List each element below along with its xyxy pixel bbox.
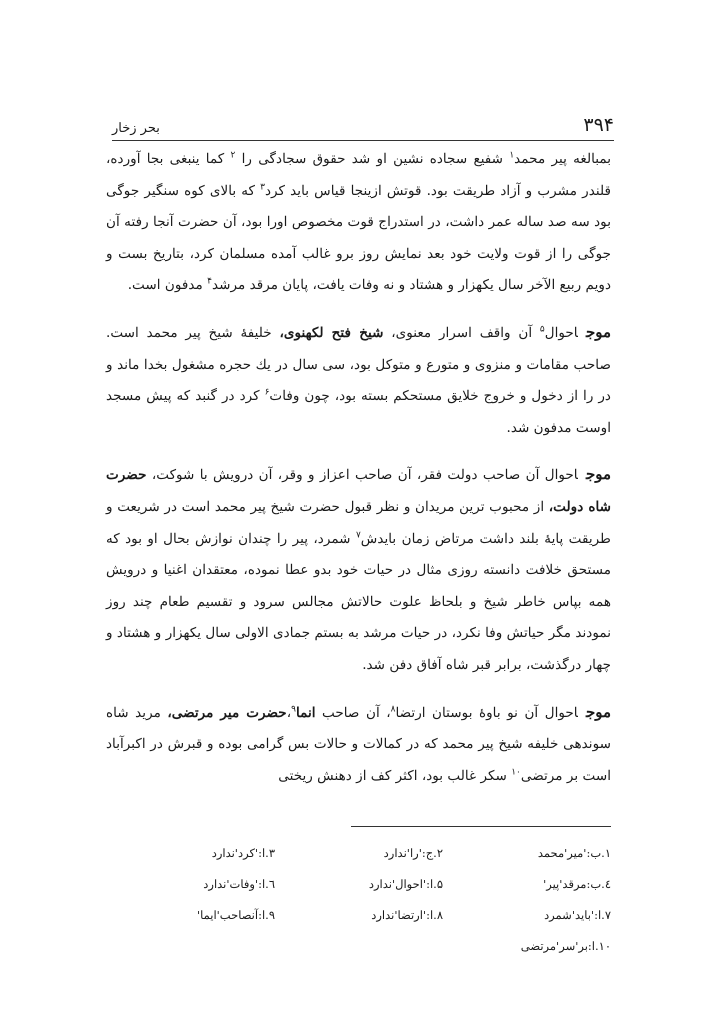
text-run: احوال آن نو باوهٔ بوستان ارتضا: [395, 704, 578, 721]
paragraph: [106, 459, 611, 681]
person-name: شیخ فتح لکهنوی،: [279, 324, 384, 341]
footnote: ۲.ج:'را'ندارد: [383, 846, 443, 860]
text-run: که بالای کوه سنگیر جوگی بود سه صد ساله عمر داشت، در استدراج قوت مخصوص اورا بود، آن حضرت آنجا رفته آن جوگی را از قوت ولایت خود بعد نمایش روز برو غالب آمده مسلمان کرد، بتاریخ بست و دویم ربیع الآخر سال یکهزار و هشتاد و نه وفات یافت، پایان مرقد مرشد: [106, 182, 611, 294]
person-name: حضرت شاه دولت،: [106, 467, 611, 515]
footnote-divider: [351, 826, 611, 827]
text-run: احوال: [544, 324, 578, 341]
text-run: احوال آن صاحب دولت فقر، آن صاحب اعزاز و وقر، آن درویش با شوکت،: [146, 467, 578, 484]
person-name: حضرت میر مرتضی،: [167, 704, 287, 721]
footnote-marker: ۴: [207, 276, 212, 287]
section-marker: موج: [585, 465, 611, 484]
footnote-marker: ۶: [264, 387, 270, 398]
footnote-marker: ۹: [291, 703, 296, 714]
footnote: ٦.ا:'وفات'ندارد: [203, 877, 275, 891]
footnote: ۱.ب:'میر'محمد: [537, 846, 611, 860]
body-text: [106, 144, 611, 792]
footnote-marker: ۷: [355, 530, 361, 540]
text-run: مدفون است.: [127, 277, 208, 294]
paragraph: [106, 144, 611, 302]
text-run: ، آن صاحب: [315, 704, 391, 721]
text-run: آن واقف اسرار معنوی،: [383, 324, 540, 341]
footnote-marker: ۸: [390, 703, 396, 714]
text-run: خلیفهٔ شیخ پیر محمد است. صاحب مقامات و منزوی و متورع و متوکل بود، سی سال در یك حجره مشغول بخدا ماند و در را از دخول و خروج خلایق مستحکم بسته بود، چون وفات: [106, 324, 611, 405]
footnote-marker: ۱: [509, 150, 515, 161]
section-marker: موج: [585, 322, 611, 341]
footnote: ۱۰.ا:بر'سر'مرتضی: [520, 939, 611, 953]
footnote: ۳.ا:'کرد'ندارد: [211, 846, 275, 860]
person-name: انما: [295, 704, 316, 721]
footnote: ۸.ا:'ارتضا'ندارد: [371, 908, 443, 922]
footnote: ٤.ب:مرقد'پیر': [543, 877, 611, 891]
footnote: ۷.ا:'باید'شمرد: [544, 908, 611, 922]
text-run: بمبالغه پیر محمد: [514, 151, 611, 167]
text-run: شمرد، پیر را چندان نوازش بحال او بود که مستحق خلافت دانسته روزی مثال در حیات خود بدو عطا نموده، معتقدان اغنیا و درویش همه بپاس خاطر شیخ و بلحاظ علوت حالاتش مجالس سرود و تقسیم طعام چند روز نمودند مگر حیاتش وفا نکرد، در حیات مرشد به بستم جمادی الاولی سال یکهزار و هشتاد و چهار درگذشت، برابر قبر شاه آفاق دفن شد.: [106, 530, 611, 673]
paragraph: [106, 317, 611, 444]
page-header: [112, 108, 614, 141]
running-title: بحر زخار: [112, 121, 160, 136]
text-run: شفیع سجاده نشین او شد حقوق سجادگی را: [235, 151, 510, 167]
footnote-marker: ۳: [260, 182, 265, 193]
paragraph: [106, 697, 611, 793]
text-run: کرد در گنبد که پیش مسجد اوست مدفون شد.: [106, 388, 611, 436]
section-marker: موج: [585, 702, 612, 721]
text-run: ،: [286, 704, 292, 721]
text-run: کما ینبغی بجا آورده، قلندر مشرب و آزاد طریقت بود. قوتش ازینجا قیاس باید کرد: [106, 151, 611, 199]
footnote-marker: ۱۰: [511, 767, 521, 778]
footnote-marker: ۵: [539, 324, 545, 335]
footnote: ۹.ا:آنصاحب'ایما': [196, 908, 275, 922]
text-run: سکر غالب بود، اکثر کف از دهنش ریختی: [278, 767, 512, 784]
footnote-marker: ۲: [230, 150, 236, 161]
footnotes: [106, 842, 611, 957]
page-number: ۳۹۴: [583, 114, 614, 136]
text-run: مرید شاه سوندهی خلیفه شیخ پیر محمد که در کمالات و حالات بس گرامی بوده و قبرش در اکبرآباد است بر مرتضی: [106, 704, 611, 784]
footnote: ۵.ا:'احوال'ندارد: [368, 877, 443, 891]
text-run: از محبوب ترین مریدان و نظر قبول حضرت شیخ پیر محمد است در شریعت و طریقت پایهٔ بلند داشت مرتاض زمان بایدش: [106, 498, 611, 547]
